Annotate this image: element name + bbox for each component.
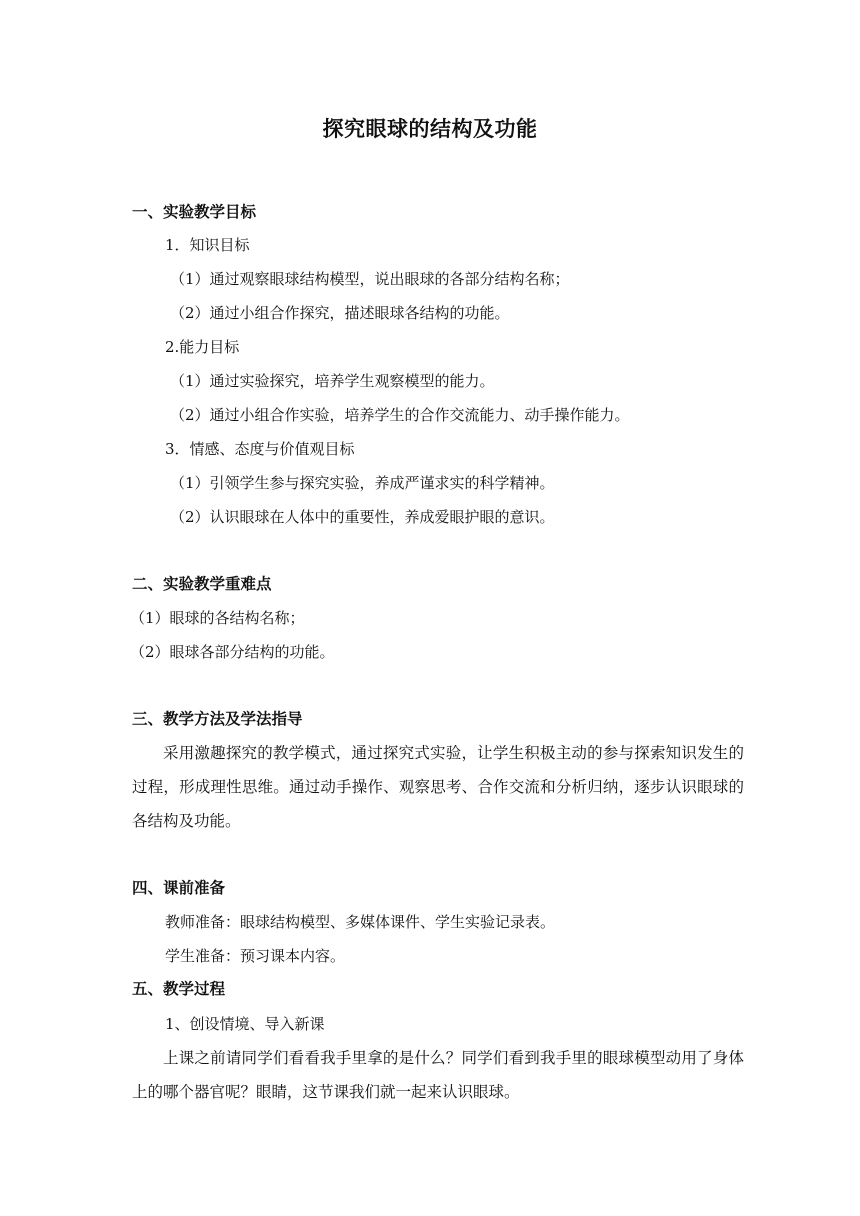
attitude-item: （2）认识眼球在人体中的重要性，养成爱眼护眼的意识。 (170, 508, 555, 526)
knowledge-goal-heading: 1．知识目标 (165, 236, 250, 254)
knowledge-item: （1）通过观察眼球结构模型，说出眼球的各部分结构名称； (170, 270, 570, 288)
ability-item: （2）通过小组合作实验，培养学生的合作交流能力、动手操作能力。 (170, 406, 630, 424)
section-heading-methods: 三、教学方法及学法指导 (132, 710, 303, 728)
section-heading-key-points: 二、实验教学重难点 (132, 575, 272, 593)
methods-paragraph: 采用激趣探究的教学模式，通过探究式实验，让学生积极主动的参与探索知识发生的过程，形成理性思维。通过动手操作、观察思考、合作交流和分析归纳，逐步认识眼球的各结构及功能。 (132, 744, 744, 830)
teacher-preparation: 教师准备：眼球结构模型、多媒体课件、学生实验记录表。 (165, 913, 556, 931)
knowledge-item: （2）通过小组合作探究，描述眼球各结构的功能。 (170, 304, 510, 322)
section-heading-goals: 一、实验教学目标 (132, 203, 257, 221)
process-step-heading: 1、创设情境、导入新课 (165, 1015, 325, 1033)
document-title: 探究眼球的结构及功能 (322, 117, 538, 141)
key-point-item: （1）眼球的各结构名称； (130, 609, 305, 627)
ability-goal-heading: 2.能力目标 (165, 338, 240, 356)
student-preparation: 学生准备：预习课本内容。 (165, 947, 346, 965)
section-heading-preparation: 四、课前准备 (132, 879, 226, 897)
process-paragraph: 上课之前请同学们看看我手里拿的是什么？同学们看到我手里的眼球模型动用了身体上的哪个器官呢？眼睛，这节课我们就一起来认识眼球。 (132, 1049, 744, 1101)
key-point-item: （2）眼球各部分结构的功能。 (130, 643, 335, 661)
section-heading-process: 五、教学过程 (132, 980, 226, 998)
attitude-goal-heading: 3．情感、态度与价值观目标 (165, 440, 355, 458)
ability-item: （1）通过实验探究，培养学生观察模型的能力。 (170, 372, 495, 390)
attitude-item: （1）引领学生参与探究实验，养成严谨求实的科学精神。 (170, 474, 555, 492)
